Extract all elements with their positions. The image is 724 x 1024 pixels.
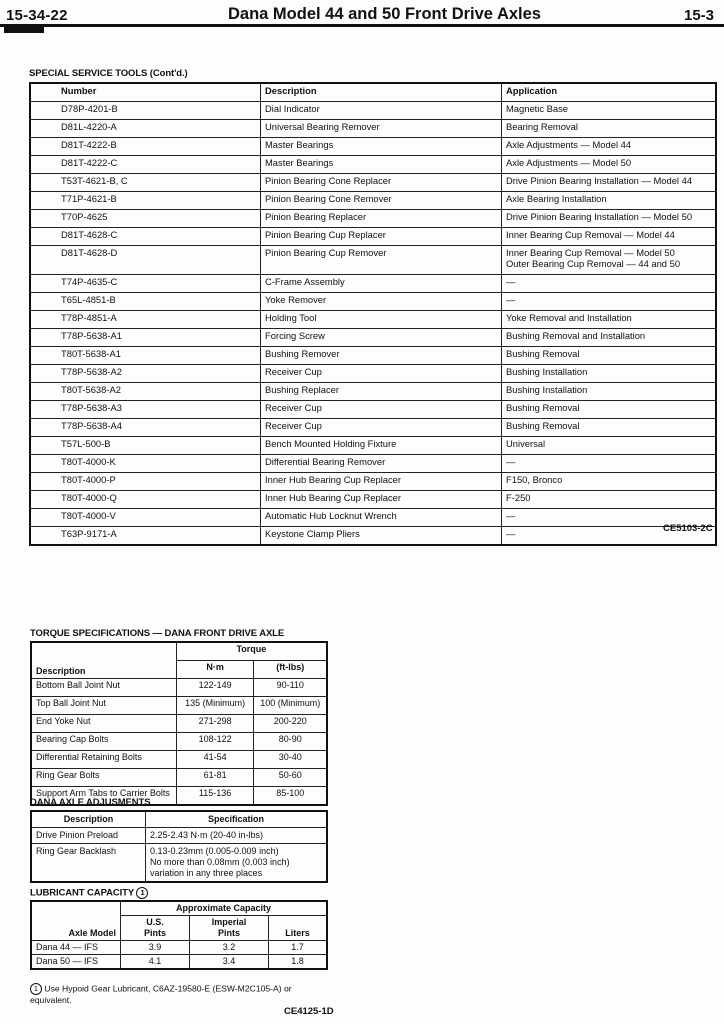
tool-application	[502, 491, 717, 509]
tool-description: Receiver Cup	[261, 365, 502, 383]
torque-col-description: Description	[31, 642, 176, 679]
tool-number: D81T-4628-C	[30, 228, 261, 246]
tool-application	[502, 293, 717, 311]
lub-col-us	[121, 916, 190, 941]
tools-col-application: Application	[502, 83, 717, 102]
tool-application-line: Axle Bearing Installation	[506, 193, 607, 204]
tool-application-line: Bushing Removal	[506, 402, 580, 413]
tool-description: Master Bearings	[261, 138, 502, 156]
axle-header-row	[31, 811, 327, 828]
tool-description: Master Bearings	[261, 156, 502, 174]
tool-application	[502, 419, 717, 437]
lubricant-figure-code: CE4125-1D	[284, 1006, 334, 1017]
tool-application-line: Bushing Removal and Installation	[506, 330, 646, 341]
tool-application	[502, 311, 717, 329]
table-row	[30, 491, 716, 509]
tool-application	[502, 192, 717, 210]
tool-application-line: Bushing Removal	[506, 348, 580, 359]
torque-nm: 41-54	[176, 751, 254, 769]
tool-description: Pinion Bearing Cup Replacer	[261, 228, 502, 246]
tool-description: Bench Mounted Holding Fixture	[261, 437, 502, 455]
table-row	[31, 733, 327, 751]
table-row	[31, 715, 327, 733]
torque-spec-table	[30, 641, 328, 806]
header-tab-mark	[4, 27, 44, 33]
lub-col-imp-line1: Imperial	[211, 917, 247, 927]
tool-application-line: —	[506, 294, 516, 305]
axle-spec	[146, 844, 328, 883]
tool-application	[502, 102, 717, 120]
tool-application	[502, 455, 717, 473]
table-row	[30, 246, 716, 275]
tool-application-line: Bushing Installation	[506, 366, 588, 377]
lubricant-section-title	[30, 887, 148, 899]
tool-application-line: —	[506, 456, 516, 467]
torque-description: Bottom Ball Joint Nut	[31, 679, 176, 697]
lubricant-footnote	[30, 983, 330, 1006]
tool-application	[502, 246, 717, 275]
tool-description: Pinion Bearing Replacer	[261, 210, 502, 228]
torque-ftlbs: 90-110	[254, 679, 327, 697]
torque-description: Top Ball Joint Nut	[31, 697, 176, 715]
table-row	[30, 347, 716, 365]
tool-application	[502, 275, 717, 293]
tool-application	[502, 156, 717, 174]
lub-model: Dana 50 — IFS	[31, 955, 121, 970]
tool-application	[502, 347, 717, 365]
tool-application-line: Bushing Installation	[506, 384, 588, 395]
lub-col-us-line1: U.S.	[146, 917, 164, 927]
tool-application-line: Inner Bearing Cup Removal — Model 44	[506, 229, 675, 240]
header-rule	[0, 24, 724, 27]
tool-number: T70P-4625	[30, 210, 261, 228]
lub-imperial-pints: 3.2	[190, 941, 269, 955]
table-row	[30, 527, 716, 546]
tools-col-description: Description	[261, 83, 502, 102]
tool-number: T78P-5638-A3	[30, 401, 261, 419]
tool-description: Universal Bearing Remover	[261, 120, 502, 138]
tool-application-line: F150, Bronco	[506, 474, 563, 485]
axle-spec-line: 2.25-2.43 N·m (20-40 in-lbs)	[150, 830, 264, 840]
table-row	[30, 311, 716, 329]
tool-number: T78P-5638-A2	[30, 365, 261, 383]
table-row	[30, 383, 716, 401]
table-row	[30, 228, 716, 246]
torque-nm: 108-122	[176, 733, 254, 751]
tool-application-line: Bearing Removal	[506, 121, 578, 132]
lub-col-us-line2: Pints	[143, 928, 166, 938]
tool-application-line: Inner Bearing Cup Removal — Model 50	[506, 247, 675, 258]
tool-number: T74P-4635-C	[30, 275, 261, 293]
torque-description: Ring Gear Bolts	[31, 769, 176, 787]
table-row	[30, 210, 716, 228]
tool-application	[502, 383, 717, 401]
tool-number: T53T-4621-B, C	[30, 174, 261, 192]
tool-number: T80T-4000-P	[30, 473, 261, 491]
torque-ftlbs: 80-90	[254, 733, 327, 751]
axle-adjustments-table	[30, 810, 328, 883]
table-row	[30, 401, 716, 419]
tools-header-row	[30, 83, 716, 102]
tool-application-line: Axle Adjustments — Model 50	[506, 157, 632, 168]
torque-header-row-1	[31, 642, 327, 661]
axle-section-title: DANA AXLE ADJUSMENTS	[30, 797, 151, 808]
tool-application-line: Magnetic Base	[506, 103, 569, 114]
tool-description: Inner Hub Bearing Cup Replacer	[261, 473, 502, 491]
tool-number: T80T-5638-A1	[30, 347, 261, 365]
footnote-marker-icon: 1	[30, 983, 42, 995]
torque-description: End Yoke Nut	[31, 715, 176, 733]
tool-number: T78P-4851-A	[30, 311, 261, 329]
tools-figure-code: CE5103-2C	[663, 523, 713, 534]
torque-col-ftlbs: (ft-lbs)	[254, 661, 327, 679]
tool-application	[502, 473, 717, 491]
torque-ftlbs: 85-100	[254, 787, 327, 806]
tool-application-line: Yoke Removal and Installation	[506, 312, 632, 323]
table-row	[30, 174, 716, 192]
torque-description: Bearing Cap Bolts	[31, 733, 176, 751]
table-row	[30, 138, 716, 156]
axle-description: Ring Gear Backlash	[31, 844, 146, 883]
lub-liters: 1.8	[269, 955, 328, 970]
tool-number: T80T-4000-Q	[30, 491, 261, 509]
tool-application-line: —	[506, 276, 516, 287]
tool-description: Receiver Cup	[261, 419, 502, 437]
table-row	[30, 102, 716, 120]
tool-application-line: Bushing Removal	[506, 420, 580, 431]
lub-body	[31, 941, 327, 970]
axle-col-spec: Specification	[146, 811, 328, 828]
table-row	[30, 419, 716, 437]
tool-application-line: F-250	[506, 492, 531, 503]
lub-model: Dana 44 — IFS	[31, 941, 121, 955]
lubricant-capacity-table	[30, 900, 328, 970]
table-row	[30, 473, 716, 491]
tool-application-line: Axle Adjustments — Model 44	[506, 139, 632, 150]
table-row	[31, 844, 327, 883]
lub-us-pints: 3.9	[121, 941, 190, 955]
footnote-text: Use Hypoid Gear Lubricant, C6AZ-19580-E (ESW-M2C105-A) or equivalent.	[30, 983, 292, 1005]
table-row	[30, 192, 716, 210]
axle-body	[31, 828, 327, 883]
torque-nm: 122-149	[176, 679, 254, 697]
tool-application-line: Outer Bearing Cup Removal — 44 and 50	[506, 258, 681, 269]
tool-description: Dial Indicator	[261, 102, 502, 120]
torque-section-title: TORQUE SPECIFICATIONS — DANA FRONT DRIVE AXLE	[30, 628, 285, 639]
table-row	[30, 293, 716, 311]
tool-description: Inner Hub Bearing Cup Replacer	[261, 491, 502, 509]
tool-number: D81T-4628-D	[30, 246, 261, 275]
lubricant-title-text: LUBRICANT CAPACITY	[30, 887, 134, 899]
tool-application	[502, 437, 717, 455]
table-row	[30, 455, 716, 473]
torque-ftlbs: 100 (Minimum)	[254, 697, 327, 715]
torque-body	[31, 679, 327, 806]
page-number-left: 15-34-22	[6, 7, 68, 24]
tool-application	[502, 401, 717, 419]
axle-spec-line: variation in any three places	[150, 868, 263, 878]
table-row	[31, 955, 327, 970]
tool-description: Pinion Bearing Cone Remover	[261, 192, 502, 210]
axle-spec	[146, 828, 328, 844]
table-row	[30, 509, 716, 527]
table-row	[31, 828, 327, 844]
tool-number: T57L-500-B	[30, 437, 261, 455]
table-row	[30, 329, 716, 347]
tool-application-line: Drive Pinion Bearing Installation — Model 50	[506, 211, 693, 222]
tools-body	[30, 102, 716, 546]
lub-col-model: Axle Model	[31, 901, 121, 941]
torque-ftlbs: 50-60	[254, 769, 327, 787]
tool-number: D81L-4220-A	[30, 120, 261, 138]
tool-application	[502, 210, 717, 228]
tool-application-line: Drive Pinion Bearing Installation — Model 44	[506, 175, 693, 186]
tool-description: Bushing Remover	[261, 347, 502, 365]
tool-number: T80T-4000-K	[30, 455, 261, 473]
tool-number: T80T-4000-V	[30, 509, 261, 527]
table-row	[31, 697, 327, 715]
tool-description: Pinion Bearing Cup Remover	[261, 246, 502, 275]
lub-header-row-1	[31, 901, 327, 916]
page-title: Dana Model 44 and 50 Front Drive Axles	[228, 5, 541, 23]
lub-group-header: Approximate Capacity	[121, 901, 328, 916]
axle-description: Drive Pinion Preload	[31, 828, 146, 844]
tool-number: D81T-4222-B	[30, 138, 261, 156]
table-row	[30, 437, 716, 455]
table-row	[30, 156, 716, 174]
lub-col-liters: Liters	[269, 916, 328, 941]
torque-ftlbs: 200-220	[254, 715, 327, 733]
lub-us-pints: 4.1	[121, 955, 190, 970]
lub-col-imperial	[190, 916, 269, 941]
torque-nm: 115-136	[176, 787, 254, 806]
tools-section-title: SPECIAL SERVICE TOOLS (Cont'd.)	[29, 68, 188, 79]
tool-description: Automatic Hub Locknut Wrench	[261, 509, 502, 527]
tool-application-line: —	[506, 510, 516, 521]
tool-description: Keystone Clamp Pliers	[261, 527, 502, 546]
tool-number: T71P-4621-B	[30, 192, 261, 210]
page-header	[0, 0, 724, 40]
table-row	[31, 941, 327, 955]
axle-spec-line: 0.13-0.23mm (0.005-0.009 inch)	[150, 846, 279, 856]
page-number-right: 15-3	[684, 7, 715, 24]
tool-description: Holding Tool	[261, 311, 502, 329]
tool-description: Receiver Cup	[261, 401, 502, 419]
tool-number: D78P-4201-B	[30, 102, 261, 120]
torque-nm: 61-81	[176, 769, 254, 787]
torque-description: Support Arm Tabs to Carrier Bolts	[31, 787, 176, 806]
torque-ftlbs: 30-40	[254, 751, 327, 769]
table-row	[31, 769, 327, 787]
tool-application-line: —	[506, 528, 516, 539]
tool-application	[502, 138, 717, 156]
lub-liters: 1.7	[269, 941, 328, 955]
table-row	[30, 275, 716, 293]
axle-spec-line: No more than 0.08mm (0.003 inch)	[150, 857, 290, 867]
table-row	[31, 751, 327, 769]
tool-application	[502, 329, 717, 347]
lub-imperial-pints: 3.4	[190, 955, 269, 970]
tool-application	[502, 365, 717, 383]
torque-nm: 135 (Minimum)	[176, 697, 254, 715]
torque-col-nm: N·m	[176, 661, 254, 679]
tool-description: Bushing Replacer	[261, 383, 502, 401]
tool-number: T63P-9171-A	[30, 527, 261, 546]
tool-description: Forcing Screw	[261, 329, 502, 347]
tool-number: T78P-5638-A4	[30, 419, 261, 437]
footnote-marker-icon: 1	[136, 887, 148, 899]
torque-description: Differential Retaining Bolts	[31, 751, 176, 769]
lub-col-imp-line2: Pints	[217, 928, 240, 938]
table-row	[30, 120, 716, 138]
tool-application-line: Universal	[506, 438, 546, 449]
special-tools-table	[29, 82, 717, 546]
tool-application	[502, 120, 717, 138]
tool-description: Pinion Bearing Cone Replacer	[261, 174, 502, 192]
tool-number: T78P-5638-A1	[30, 329, 261, 347]
tool-number: T65L-4851-B	[30, 293, 261, 311]
table-row	[31, 679, 327, 697]
axle-col-description: Description	[31, 811, 146, 828]
tool-application	[502, 174, 717, 192]
table-row	[30, 365, 716, 383]
tool-application	[502, 228, 717, 246]
tools-col-number: Number	[30, 83, 261, 102]
tool-description: Yoke Remover	[261, 293, 502, 311]
tool-number: D81T-4222-C	[30, 156, 261, 174]
torque-group-header: Torque	[176, 642, 327, 661]
tool-description: C-Frame Assembly	[261, 275, 502, 293]
torque-nm: 271-298	[176, 715, 254, 733]
tool-description: Differential Bearing Remover	[261, 455, 502, 473]
tool-number: T80T-5638-A2	[30, 383, 261, 401]
